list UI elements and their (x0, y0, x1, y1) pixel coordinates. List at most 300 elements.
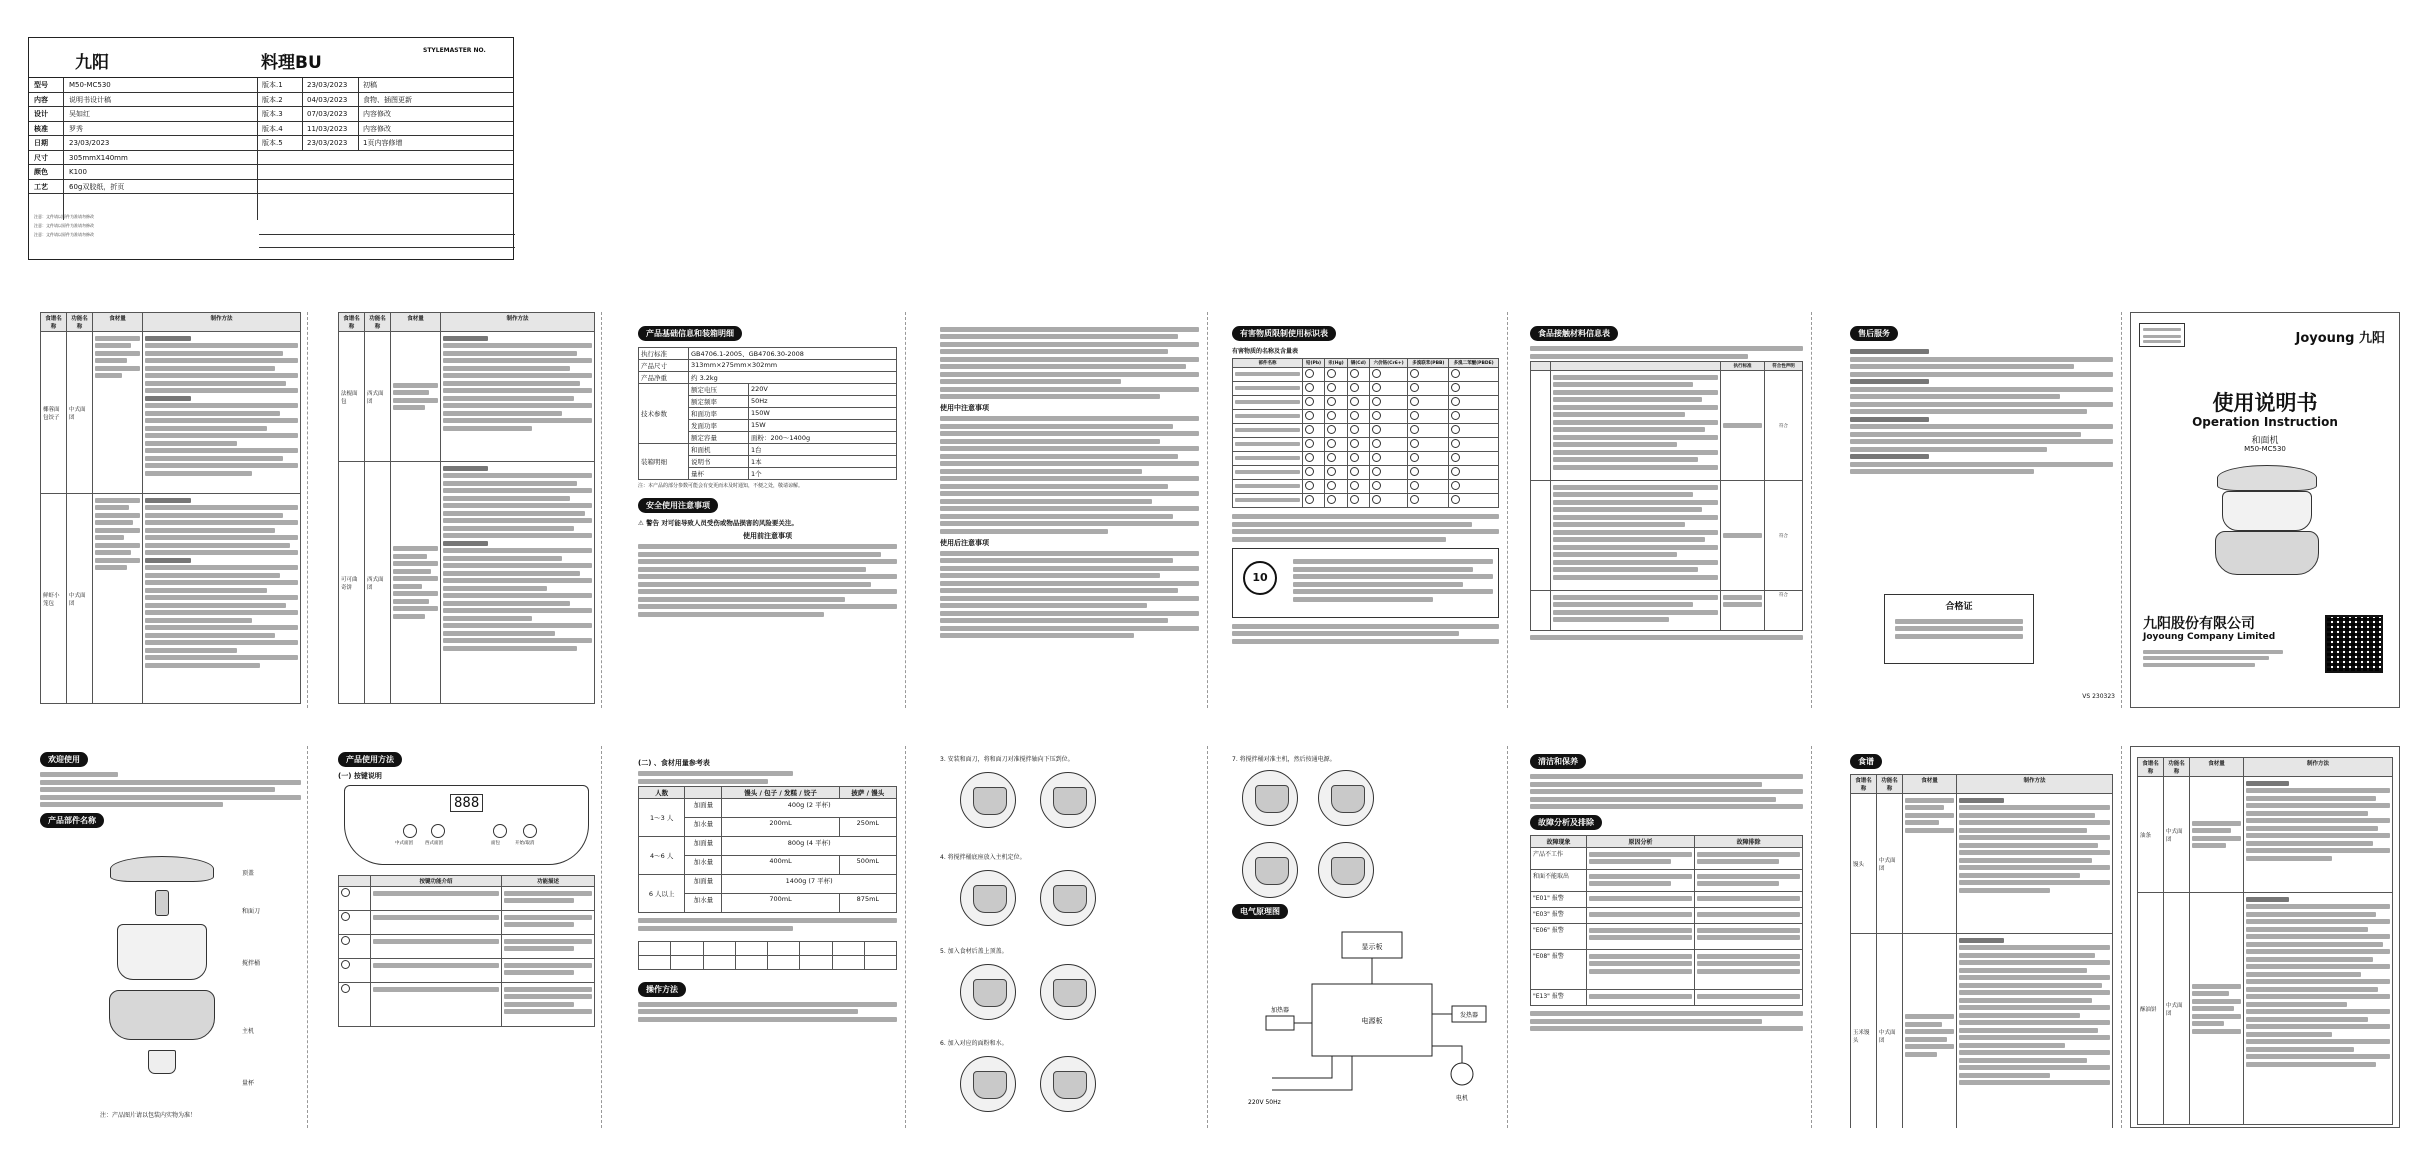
body-text (940, 551, 1199, 639)
body-text (1850, 349, 2113, 474)
function-name: 西式面团 (365, 332, 391, 462)
info-label: 产品净重 (639, 372, 689, 384)
step-text: 7. 将搅拌桶对准主机，然后按通电源。 (1232, 756, 1336, 763)
diagram-label: 发热器 (1459, 1012, 1479, 1019)
column-header: 制作方法 (1957, 775, 2113, 794)
diagram-label: 加热器 (1270, 1007, 1290, 1014)
product-note: 注：本产品的部分参数可能会有变更而未及时通知，不便之处，敬请谅解。 (638, 483, 804, 489)
section-title: 清洁和保养 (1530, 754, 1586, 769)
subsection-title: 使用前注意事项 (743, 532, 792, 540)
circuit-diagram (1242, 928, 1492, 1118)
cover-title-en: Operation Instruction (2192, 415, 2338, 429)
version-note: 1页内容修增 (363, 139, 403, 147)
version-key: 版本.2 (262, 95, 283, 104)
amount-label: 加水量 (685, 894, 722, 913)
button-icon (403, 824, 417, 838)
amount-label: 加水量 (685, 818, 722, 837)
control-panel (344, 785, 589, 865)
column-header: 功能名称 (365, 313, 391, 332)
table-header-row (1531, 836, 1803, 848)
panel-after-sales (1840, 312, 2122, 708)
recipe-name: 酥油饼 (2138, 893, 2164, 1125)
table-row (1233, 480, 1499, 494)
param-value: 面粉：200～1400g (749, 432, 897, 444)
spec-key: 日期 (34, 139, 48, 147)
table-subtitle: 有害物质的名称及含量表 (1232, 348, 1299, 355)
table-row (1233, 438, 1499, 452)
panel-product-info (638, 312, 906, 708)
panel-recipe-3 (1840, 746, 2122, 1128)
diagram-label: 电源板 (1361, 1017, 1383, 1025)
table-row (1531, 990, 1803, 1006)
table-header-row (339, 313, 595, 332)
spec-key: 核准 (34, 124, 48, 133)
column-header: 功能名称 (67, 313, 93, 332)
diagram-label: 220V 50Hz (1248, 1099, 1281, 1106)
footnote: 注意：文件请以原件为准请勿修改 (34, 214, 94, 219)
column-header: 原因分析 (1587, 836, 1695, 848)
amount-value: 875mL (839, 894, 896, 913)
table-header-row (41, 313, 301, 332)
function-name: 中式面团 (67, 332, 93, 494)
method (441, 462, 595, 704)
step-image (1242, 842, 1298, 898)
table-row (1531, 870, 1803, 892)
ingredients (93, 332, 143, 494)
version-note: 初稿 (363, 81, 377, 89)
step-text: 6. 加入对应的面粉和水。 (940, 1040, 1008, 1047)
spec-row (29, 107, 513, 122)
footnote: 注意：文件请以原件为准请勿修改 (34, 223, 94, 228)
ingredients (93, 494, 143, 704)
spec-sheet (28, 37, 514, 260)
recipe-table (1850, 774, 2113, 1128)
column-header: 食材量 (391, 313, 441, 332)
body-text (638, 544, 897, 617)
column-header: 功能描述 (501, 876, 594, 887)
spec-footnotes (34, 214, 94, 241)
body-text (638, 918, 897, 931)
body-text (1530, 635, 1803, 640)
table-row (2138, 893, 2393, 1125)
table-row (339, 462, 595, 704)
version-key: 版本.4 (262, 124, 283, 133)
column-header: 功能名称 (1877, 775, 1903, 794)
column-header: 故障排除 (1695, 836, 1803, 848)
button-label: 面包 (491, 841, 500, 846)
table-row (1851, 934, 2113, 1129)
version-key: 版本.3 (262, 110, 283, 118)
step-image (960, 1056, 1016, 1112)
table-row (1233, 410, 1499, 424)
column-header (685, 787, 722, 799)
column-header: 食材量 (93, 313, 143, 332)
table-row (639, 348, 897, 360)
table-row (1531, 924, 1803, 950)
version-date: 23/03/2023 (307, 81, 348, 89)
spec-rows (29, 78, 513, 194)
table-row (339, 887, 595, 911)
table-row (1531, 848, 1803, 870)
spec-key: 颜色 (34, 168, 48, 176)
amount-value: 250mL (839, 818, 896, 837)
info-value: GB4706.1-2005、GB4706.30-2008 (689, 348, 897, 360)
param-value: 150W (749, 408, 897, 420)
subsection-title: (一) 按键说明 (338, 772, 382, 780)
model-number: M50-MC530 (2244, 445, 2286, 453)
step-image (1040, 772, 1096, 828)
compliance-value: 符合 (1765, 481, 1803, 591)
button-label: 中式面团 (395, 841, 413, 846)
table-row (1531, 481, 1803, 591)
pack-qty: 1台 (749, 444, 897, 456)
function-name: 中式面团 (67, 494, 93, 704)
table-row (41, 494, 301, 704)
stylemaster-label: STYLEMASTER NO. (423, 47, 486, 54)
table-row (639, 444, 897, 456)
function-name: 中式面团 (1877, 794, 1903, 934)
part-label: 量杯 (242, 1080, 255, 1087)
param-name: 和面功率 (689, 408, 749, 420)
body-text (940, 416, 1199, 534)
step-image (960, 964, 1016, 1020)
brand-logo: Joyoung 九阳 (2295, 331, 2385, 346)
table-row (1531, 591, 1803, 631)
version-key: 版本.1 (262, 81, 283, 89)
panel-food-contact (1530, 312, 1812, 708)
amount-label: 加水量 (685, 856, 722, 875)
subsection-title: 使用中注意事项 (940, 404, 989, 412)
table-row (1531, 908, 1803, 924)
certificate-box (1884, 594, 2034, 664)
amount-value: 400g (2 平杯) (722, 799, 897, 818)
column-header: 人数 (639, 787, 685, 799)
param-name: 额定容量 (689, 432, 749, 444)
param-value: 220V (749, 384, 897, 396)
part-label: 和面刀 (242, 908, 261, 915)
table-row (639, 799, 897, 818)
spec-bu: 料理BU (261, 53, 322, 73)
eco-text (1293, 557, 1493, 605)
version-code: VS 230323 (2082, 693, 2115, 700)
button-icon (523, 824, 537, 838)
column-header: 执行标准 (1721, 362, 1765, 371)
step-image (960, 870, 1016, 926)
amount-value: 700mL (722, 894, 839, 913)
ingredient-table (638, 786, 897, 913)
button-icon (493, 824, 507, 838)
motor-icon (1451, 1063, 1473, 1085)
table-row (1531, 371, 1803, 481)
product-image (2217, 465, 2319, 575)
product-info-table (638, 347, 897, 480)
recipe-name: 椰蓉面包饺子 (41, 332, 67, 494)
recipe-mini-table (638, 941, 897, 970)
ingredients (391, 462, 441, 704)
column-header: 馒头 / 包子 / 发糕 / 饺子 (722, 787, 839, 799)
spec-header (29, 38, 513, 78)
panel-recipe-4 (2130, 746, 2400, 1128)
param-name: 发面功率 (689, 420, 749, 432)
column-header: 食谱名称 (339, 313, 365, 332)
param-value: 50Hz (749, 396, 897, 408)
wire (1432, 1046, 1462, 1063)
amount-value: 1400g (7 平杯) (722, 875, 897, 894)
fault-name: 和面不能取出 (1531, 870, 1587, 892)
version-note: 内容修改 (363, 110, 391, 118)
eco-box (1232, 548, 1499, 618)
section-title: 故障分析及排除 (1530, 815, 1602, 830)
recipe-name: 馒头 (1851, 794, 1877, 934)
fault-name: 产品不工作 (1531, 848, 1587, 870)
step-text: 4. 将搅拌桶底座放入主机定位。 (940, 854, 1026, 861)
certificate-fields (1885, 612, 2033, 645)
table-row (1531, 950, 1803, 990)
panel-steps (940, 746, 1208, 1128)
function-name: 中式面团 (1877, 934, 1903, 1129)
company-name-en: Joyoung Company Limited (2143, 632, 2276, 642)
method (143, 494, 301, 704)
fault-table (1530, 835, 1803, 1006)
amount-value: 400mL (722, 856, 839, 875)
compliance-value: 符合 (1765, 371, 1803, 481)
column-header: 多溴二苯醚(PBDE) (1449, 359, 1499, 368)
section-title: 安全使用注意事项 (638, 498, 718, 513)
section-title: 食谱 (1850, 754, 1882, 769)
body-text (1232, 624, 1499, 644)
table-row (2138, 777, 2393, 893)
panel-ingredients (638, 746, 906, 1128)
column-header: 汞(Hg) (1325, 359, 1348, 368)
amount-label: 加面量 (685, 837, 722, 856)
exploded-view (110, 856, 215, 1074)
amount-value: 200mL (722, 818, 839, 837)
panel-cover (2130, 312, 2400, 708)
section-title: 欢迎使用 (40, 752, 88, 767)
wire (1272, 1056, 1352, 1090)
step-image (1040, 1056, 1096, 1112)
version-note: 内容修改 (363, 124, 391, 133)
diagram-label: 显示板 (1361, 943, 1383, 951)
version-date: 11/03/2023 (307, 124, 348, 133)
recipe-name: 玉米馒头 (1851, 934, 1877, 1129)
body-text (1530, 1011, 1803, 1031)
column-header: 食谱名称 (1851, 775, 1877, 794)
step-image (1040, 964, 1096, 1020)
info-label: 技术参数 (639, 384, 689, 444)
info-value: 约 3.2kg (689, 372, 897, 384)
amount-label: 加面量 (685, 875, 722, 894)
table-header-row (1531, 362, 1803, 371)
table-row (1233, 368, 1499, 382)
fault-name: "E06" 报警 (1531, 924, 1587, 950)
method (143, 332, 301, 494)
amount-label: 加面量 (685, 799, 722, 818)
table-row (339, 983, 595, 1027)
pack-item: 和面机 (689, 444, 749, 456)
company-name: 九阳股份有限公司 (2143, 616, 2255, 632)
column-header: 六价铬(Cr6+) (1369, 359, 1408, 368)
version-note: 食物、插图更新 (363, 95, 412, 104)
table-row (339, 332, 595, 462)
subsection-title: 使用后注意事项 (940, 538, 989, 547)
button-function-table (338, 875, 595, 1027)
table-row (41, 332, 301, 494)
step-image (1040, 870, 1096, 926)
recipe-name: 油条 (2138, 777, 2164, 893)
panel-circuit (1232, 746, 1508, 1128)
people-count: 6 人以上 (639, 875, 685, 913)
amount-value: 800g (4 平杯) (722, 837, 897, 856)
function-name: 中式面团 (2164, 777, 2190, 893)
section-title: 电气原理图 (1232, 904, 1288, 919)
image-note: 注：产品图片请以包装内实物为准！ (100, 1112, 197, 1119)
column-header: 食材量 (1903, 775, 1957, 794)
divider (259, 234, 515, 235)
cup-image (148, 1050, 176, 1074)
recipe-table (2137, 757, 2393, 1125)
spec-value: 305mmX140mm (69, 153, 128, 162)
column-header: 制作方法 (441, 313, 595, 332)
table-header-row (639, 787, 897, 799)
table-row (1233, 452, 1499, 466)
section-title: 产品使用方法 (338, 752, 402, 767)
body-text (1530, 774, 1803, 809)
column-header: 符合性声明 (1765, 362, 1803, 371)
step-image (1242, 770, 1298, 826)
qr-code-icon (2325, 615, 2383, 673)
section-title: 操作方法 (638, 982, 686, 997)
pack-qty: 1个 (749, 468, 897, 480)
material-table (1530, 361, 1803, 631)
panel-usage-notes (940, 312, 1208, 708)
column-header: 镉(Cd) (1347, 359, 1369, 368)
column-header: 制作方法 (143, 313, 301, 332)
amount-value: 500mL (839, 856, 896, 875)
button-label: 开始/取消 (515, 841, 535, 846)
pack-item: 说明书 (689, 456, 749, 468)
button-label: 西式面团 (425, 841, 443, 846)
spec-value: 罗秀 (69, 124, 83, 133)
fault-name: "E01" 报警 (1531, 892, 1587, 908)
panel-maintenance (1530, 746, 1812, 1128)
version-date: 23/03/2023 (307, 139, 348, 147)
table-row (339, 959, 595, 983)
body-text (1232, 514, 1499, 542)
blade-image (155, 890, 169, 916)
panel-recipe-2 (338, 312, 602, 708)
cover-badge (2139, 323, 2185, 347)
recipe-table (40, 312, 301, 704)
pack-item: 量杯 (689, 468, 749, 480)
compliance-value: 符合 (1765, 591, 1803, 631)
panel-usage (338, 746, 602, 1128)
spec-value: 说明书设计稿 (69, 95, 111, 104)
table-row (639, 360, 897, 372)
spec-key: 工艺 (34, 182, 48, 191)
column-header: 披萨 / 馒头 (839, 787, 896, 799)
param-name: 额定频率 (689, 396, 749, 408)
warning-line (638, 518, 897, 527)
column-header: 多溴联苯(PBB) (1408, 359, 1449, 368)
people-count: 1～3 人 (639, 799, 685, 837)
table-row (639, 837, 897, 856)
body-text (638, 771, 897, 784)
part-label: 顶盖 (242, 870, 255, 877)
column-header: 按键功能介绍 (371, 876, 502, 887)
step-image (960, 772, 1016, 828)
certificate-title: 合格证 (1945, 602, 1973, 612)
spec-value: 吴如红 (69, 110, 90, 118)
table-row (1851, 794, 2113, 934)
spec-value: M50-MC530 (69, 81, 111, 89)
table-row (1531, 892, 1803, 908)
divider (259, 247, 515, 248)
display-readout: 888 (450, 794, 483, 812)
product-name: 和面机 (2251, 436, 2279, 446)
table-row (639, 372, 897, 384)
people-count: 4～6 人 (639, 837, 685, 875)
cover-title: 使用说明书 (2212, 391, 2318, 415)
body-text (940, 327, 1199, 400)
method (441, 332, 595, 462)
recipe-name: 法棍面包 (339, 332, 365, 462)
ingredients (391, 332, 441, 462)
body-text (1530, 346, 1803, 359)
step-image (1318, 770, 1374, 826)
environmental-period-icon: 10 (1243, 561, 1277, 595)
spec-value: 60g双胶纸，折页 (69, 182, 125, 191)
table-header-row (1233, 359, 1499, 368)
fault-name: "E13" 报警 (1531, 990, 1587, 1006)
info-label: 装箱明细 (639, 444, 689, 480)
param-value: 15W (749, 420, 897, 432)
recipe-name: 鲜虾小笼包 (41, 494, 67, 704)
spec-key: 内容 (34, 95, 48, 104)
function-name: 西式面团 (365, 462, 391, 704)
column-header: 制作方法 (2244, 758, 2393, 777)
part-label: 主机 (242, 1028, 255, 1035)
spec-key: 型号 (34, 81, 48, 89)
step-text: 3. 安装和面刀，将和面刀对准搅拌轴向下压到位。 (940, 756, 1074, 763)
step-text: 5. 加入食材后盖上顶盖。 (940, 948, 1008, 955)
panel-recipe-1 (40, 312, 308, 708)
base-image (109, 990, 215, 1040)
warning-icon: ⚠ (638, 519, 644, 527)
version-date: 04/03/2023 (307, 95, 348, 104)
spec-brand: 九阳 (75, 53, 109, 73)
body-text (638, 1002, 897, 1022)
spec-row (29, 93, 513, 108)
part-label: 搅拌桶 (242, 960, 261, 967)
panel-welcome (40, 746, 308, 1128)
spec-key: 设计 (34, 110, 48, 118)
column-header: 故障现象 (1531, 836, 1587, 848)
table-row (339, 911, 595, 935)
warning-text: 警告 对可能导致人员受伤或物品损害的风险要关注。 (646, 519, 798, 527)
column-header: 部件名称 (1233, 359, 1303, 368)
bowl-image (117, 924, 207, 980)
panel-hazard (1232, 312, 1508, 708)
section-title: 产品基础信息和装箱明细 (638, 326, 742, 341)
section-title: 食品接触材料信息表 (1530, 326, 1618, 341)
table-row (1233, 424, 1499, 438)
step-image (1318, 842, 1374, 898)
spec-value: 23/03/2023 (69, 139, 110, 147)
spec-value: K100 (69, 168, 87, 176)
recipe-table (338, 312, 595, 704)
column-header: 食谱名称 (2138, 758, 2164, 777)
